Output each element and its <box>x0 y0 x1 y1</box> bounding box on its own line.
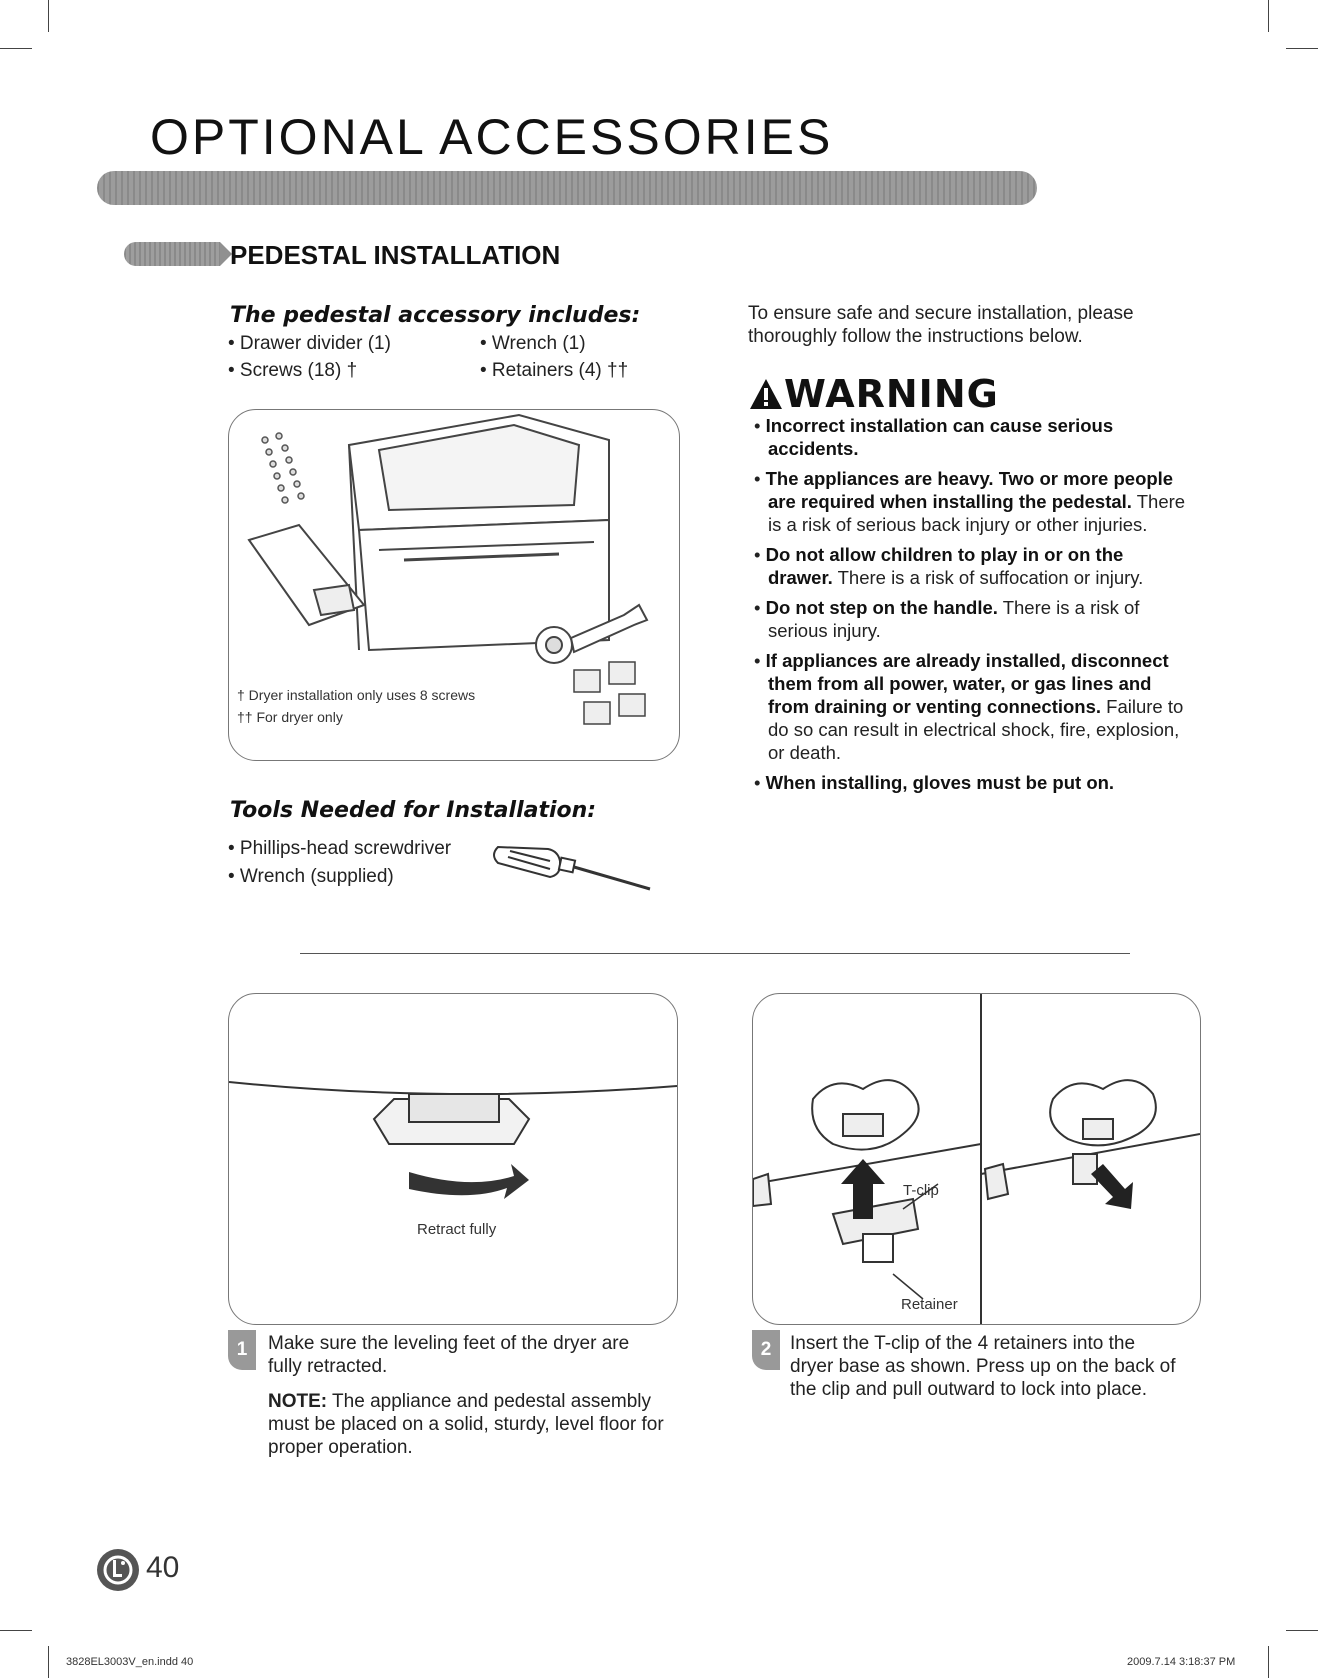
warning-bold: If appliances are already installed, disconnect them from all power, water, or gas lines and from draining or venting connections. <box>765 650 1169 717</box>
includes-heading: The pedestal accessory includes: <box>230 303 641 328</box>
warning-text: There is a risk of serious back injury or other injuries. <box>768 491 1186 535</box>
warning-bold: The appliances are heavy. Two or more people are required when installing the pedestal. <box>765 468 1174 512</box>
pedestal-illustration <box>229 410 679 760</box>
warning-bold: Do not step on the handle. <box>765 597 998 618</box>
step1-text: Make sure the leveling feet of the dryer are fully retracted. <box>268 1333 630 1377</box>
tool-item: • Phillips-head screwdriver <box>228 838 452 859</box>
crop-mark <box>1268 0 1269 32</box>
note-label: NOTE: <box>268 1391 328 1412</box>
drawer-divider-icon <box>249 525 364 625</box>
screws-note: † Dryer installation only uses 8 screws <box>237 687 476 703</box>
step1-note <box>268 1390 688 1459</box>
title-band <box>97 171 1037 205</box>
include-item: • Wrench (1) <box>480 333 586 354</box>
page-number: 40 <box>146 1551 180 1584</box>
retainers-icon <box>574 662 645 724</box>
warning-text: Failure to do so can result in electrical shock, fire, explosion, or death. <box>768 696 1184 763</box>
warning-text: There is a risk of suffocation or injury. <box>832 567 1144 588</box>
warning-bold: When installing, gloves must be put on. <box>765 772 1115 793</box>
crop-mark <box>0 48 32 49</box>
step2-illustration-box <box>752 993 1201 1325</box>
include-item: • Screws (18) † <box>228 360 358 381</box>
warning-icon <box>748 377 784 411</box>
warning-item: • The appliances are heavy. Two or more people are required when installing the pedestal. There is a risk of serious back injury or other injuries. <box>754 468 1186 535</box>
step2-badge: 2 <box>752 1330 780 1370</box>
pedestal-icon <box>349 415 609 650</box>
section-divider <box>300 953 1130 954</box>
section-marker <box>124 242 220 266</box>
warning-text: There is a risk of serious injury. <box>768 597 1140 641</box>
warning-bold: Incorrect installation can cause serious accidents. <box>765 415 1114 459</box>
crop-mark <box>0 1630 32 1631</box>
accessory-illustration-box <box>228 409 680 761</box>
warning-item: • Do not allow children to play in or on the drawer. There is a risk of suffocation or injury. <box>754 544 1144 588</box>
pull-out-arrow-icon <box>1091 1164 1133 1209</box>
warning-label: WARNING <box>784 372 999 416</box>
step1-illustration-box <box>228 993 678 1325</box>
include-item: • Retainers (4) †† <box>480 360 629 381</box>
tools-heading: Tools Needed for Installation: <box>230 798 597 823</box>
rotate-arrow-icon <box>409 1164 529 1199</box>
step1-badge: 1 <box>228 1330 256 1370</box>
retainer-label: Retainer <box>901 1296 958 1313</box>
note-text: The appliance and pedestal assembly must be placed on a solid, sturdy, level floor for proper operation. <box>268 1391 664 1458</box>
leveling-foot-illustration <box>229 994 677 1324</box>
warning-item: • If appliances are already installed, disconnect them from all power, water, or gas lines and from draining or venting connections. Failure to do so can result in electrical shock, fire, explosion, or death. <box>754 650 1184 763</box>
footer-timestamp: 2009.7.14 3:18:37 PM <box>1127 1656 1236 1668</box>
page-title: OPTIONAL ACCESSORIES <box>150 109 834 165</box>
step1-caption: Retract fully <box>417 1221 497 1238</box>
retainers-note: †† For dryer only <box>237 709 343 725</box>
warning-bold: Do not allow children to play in or on the drawer. <box>765 544 1124 588</box>
screwdriver-icon <box>490 835 660 895</box>
warning-item: • Do not step on the handle. There is a risk of serious injury. <box>754 597 1140 641</box>
warning-list <box>748 414 1188 801</box>
crop-mark <box>48 1646 49 1678</box>
screws-icon <box>262 433 304 503</box>
step2-text: Insert the T-clip of the 4 retainers into the dryer base as shown. Press up on the back of the clip and pull outward to lock into place. <box>790 1333 1176 1400</box>
crop-mark <box>1268 1646 1269 1678</box>
warning-header <box>748 372 999 416</box>
crop-mark <box>48 0 49 32</box>
warning-item: • Incorrect installation can cause serious accidents. <box>754 415 1114 459</box>
tool-item: • Wrench (supplied) <box>228 866 394 887</box>
tclip-label: T-clip <box>903 1182 939 1199</box>
intro-text: To ensure safe and secure installation, please thoroughly follow the instructions below. <box>748 303 1134 347</box>
footer-file: 3828EL3003V_en.indd 40 <box>66 1656 194 1668</box>
retainer-illustration <box>753 994 1200 1324</box>
crop-mark <box>1286 48 1318 49</box>
lg-logo-icon <box>96 1548 140 1592</box>
section-title: PEDESTAL INSTALLATION <box>230 240 561 270</box>
warning-item: • When installing, gloves must be put on. <box>754 772 1115 793</box>
include-item: • Drawer divider (1) <box>228 333 391 354</box>
crop-mark <box>1286 1630 1318 1631</box>
